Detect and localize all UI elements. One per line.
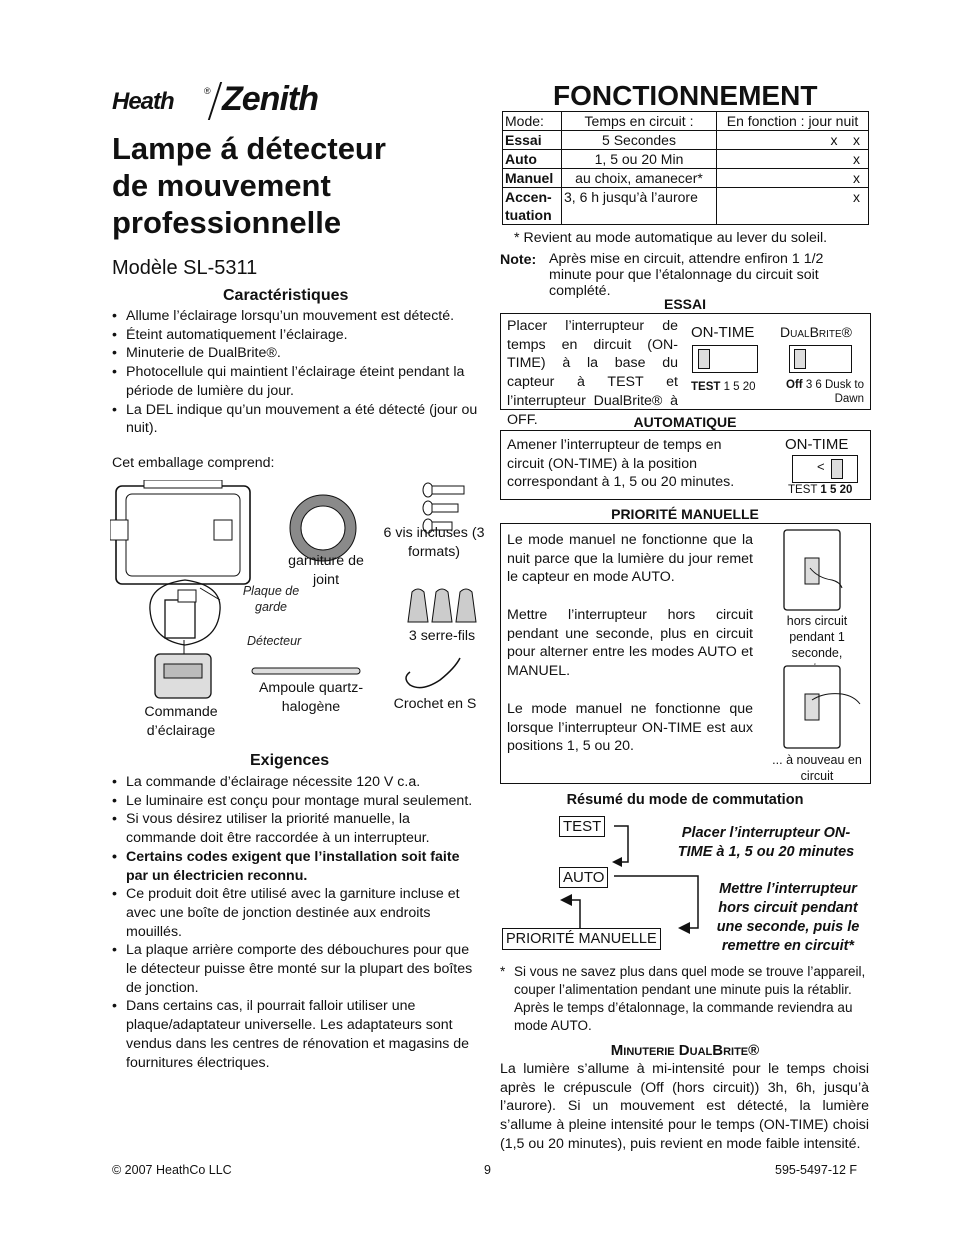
features-list	[112, 307, 484, 438]
table-cell: Auto	[503, 150, 562, 169]
label-gasket: garniture de joint	[288, 553, 364, 588]
table-header-row	[503, 112, 869, 131]
label-guard-plate: Plaque de garde	[242, 584, 300, 614]
manual-p2: Mettre l’interrupteur hors circuit pendant une seconde, plus en circuit pour alterner entre les modes AUTO et MANUEL.	[507, 607, 753, 680]
table-header: Mode:	[503, 112, 562, 131]
wire-nuts-drawing	[408, 589, 476, 622]
note-label: Note:	[500, 252, 537, 268]
features-heading: Caractéristiques	[223, 287, 349, 304]
essai-ontime-switch	[692, 345, 758, 373]
feature-item: • Éteint automatiquement l’éclairage.	[112, 326, 484, 345]
requirement-item: • La plaque arrière comporte des débouchures pour que le détecteur puisse être monté sur la plupart des boîtes de jonction.	[112, 941, 482, 997]
table-cell: Manuel	[503, 169, 562, 188]
table-cell: 5 Secondes	[562, 131, 717, 150]
manual-p1: Le mode manuel ne fonctionne que la nuit parce que la lumière du jour remet le capteur en mode AUTO.	[507, 532, 753, 586]
requirement-item: • Le luminaire est conçu pour montage mural seulement.	[112, 792, 482, 811]
summary-instruction-2: Mettre l’interrupteur hors circuit pendant une seconde, puis le remettre en circuit*	[716, 881, 860, 954]
scale-bold: TEST	[691, 381, 721, 393]
brand-logo	[112, 80, 354, 120]
title-line-3: professionnelle	[112, 205, 342, 240]
scale-rest: 1 5 20	[720, 381, 756, 393]
switch-knob	[794, 349, 806, 369]
requirement-item: • La commande d’éclairage nécessite 120 V c.a.	[112, 773, 482, 792]
table-row	[503, 131, 869, 150]
brand-heath: Heath	[112, 88, 174, 115]
table-footnote: * Revient au mode automatique au lever du soleil.	[514, 230, 828, 246]
note-text: Après mise en circuit, attendre enfiron 1 1/2 minute pour que l’étalonnage du circuit soit complété.	[549, 251, 824, 299]
auto-heading: AUTOMATIQUE	[633, 414, 737, 430]
scale-bold: Off	[786, 379, 803, 391]
manual-heading: PRIORITÉ MANUELLE	[611, 506, 759, 522]
requirement-item: • Ce produit doit être utilisé avec la garniture incluse et avec une boîte de jonction destinée aux endroits mouillés.	[112, 885, 482, 941]
title-line-2: de mouvement	[112, 168, 331, 203]
footnote-asterisk: *	[500, 964, 506, 979]
scale-rest: TEST	[788, 484, 821, 496]
essai-text: Placer l’interrupteur de temps en dircuit (ON-TIME) à la base du capteur à TEST et l’interrupteur DualBrite® à OFF.	[507, 318, 678, 428]
scale-rest: 3 6 Dusk to Dawn	[802, 379, 864, 405]
table-header: Temps en circuit :	[562, 112, 717, 131]
essai-ontime-scale	[691, 380, 756, 394]
s-hook-drawing	[406, 658, 460, 688]
product-title	[112, 130, 386, 241]
operation-heading: FONCTIONNEMENT	[553, 80, 818, 111]
label-bulb: Ampoule quartz-halogène	[258, 680, 364, 715]
auto-scale	[788, 483, 852, 497]
essai-ontime-label: ON-TIME	[691, 324, 755, 341]
title-line-1: Lampe á détecteur	[112, 131, 386, 166]
footer-copyright: © 2007 HeathCo LLC	[112, 1163, 232, 1177]
table-cell: x	[717, 188, 869, 225]
switch-knob	[698, 349, 710, 369]
model-number: Modèle SL-5311	[112, 257, 258, 279]
caption-text: hors circuit pendant 1 seconde,	[786, 614, 848, 660]
footer-doc-code: 595-5497-12 F	[775, 1163, 858, 1177]
label-detector: Détecteur	[247, 634, 302, 648]
table-header: En fonction : jour nuit	[717, 112, 869, 131]
auto-ontime-label: ON-TIME	[785, 436, 849, 453]
essai-dualbrite-label: DualBrite®	[780, 324, 852, 340]
dualbrite-heading: Minuterie DualBrite®	[610, 1042, 760, 1059]
mode-test-box: TEST	[559, 816, 605, 837]
brand-reg: ®	[204, 86, 211, 96]
table-cell: au choix, amanecer*	[562, 169, 717, 188]
requirements-list	[112, 773, 482, 1072]
auto-ontime-switch	[792, 455, 858, 483]
label-hook: Crochet en S	[393, 696, 477, 712]
brand-zenith: Zenith	[222, 80, 318, 118]
essai-dualbrite-scale	[774, 378, 864, 406]
label-wire-nuts: 3 serre-fils	[408, 628, 476, 644]
table-row	[503, 169, 869, 188]
switch-off-illustration	[782, 528, 844, 612]
mode-table	[502, 111, 869, 225]
table-cell: 3, 6 h jusqu’à l’aurore	[562, 188, 717, 225]
label-screws: 6 vis incluses (3 formats)	[383, 525, 485, 560]
scale-bold: 1 5 20	[820, 484, 853, 496]
essai-dualbrite-switch	[789, 345, 852, 373]
lamp-housing-drawing	[110, 480, 250, 584]
dualbrite-text: La lumière s’allume à mi-intensité pour le temps choisi après le crépuscule (Off (hors circuit)) 3h, 6h, jusqu’à l’aurore). Si un mouvement est détecté, la lumière s’allume à pleine intensité pour le temps (ON-TIME) choisi (1,5 ou 20 minutes), puis revient en mode faible intensité.	[500, 1061, 869, 1152]
feature-item: • Photocellule qui maintient l’éclairage éteint pendant la période de lumière du jour.	[112, 363, 484, 400]
requirement-item: • Si vous désirez utiliser la priorité manuelle, la commande doit être raccordée à un interrupteur.	[112, 810, 482, 847]
table-cell: x	[717, 150, 869, 169]
manual-p3: Le mode manuel ne fonctionne que lorsque l’interrupteur ON-TIME est aux positions 1, 5 ou 20.	[507, 701, 753, 755]
table-cell: 1, 5 ou 20 Min	[562, 150, 717, 169]
table-cell: x	[717, 169, 869, 188]
bulb-drawing	[252, 668, 360, 674]
requirement-item: • Certains codes exigent que l’installation soit faite par un électricien reconnu.	[112, 848, 482, 885]
essai-heading: ESSAI	[663, 296, 706, 312]
arrow-icon: <	[817, 459, 825, 474]
footer-page-number: 9	[484, 1163, 491, 1177]
feature-item: • Minuterie de DualBrite®.	[112, 344, 484, 363]
requirements-heading: Exigences	[250, 752, 330, 769]
feature-item: • La DEL indique qu’un mouvement a été détecté (jour ou nuit).	[112, 401, 484, 438]
table-cell: Essai	[503, 131, 562, 150]
manual-caption-2: ... à nouveau en circuit	[772, 753, 862, 783]
summary-instruction-1: Placer l’interrupteur ON-TIME à 1, 5 ou 20 minutes	[677, 825, 855, 860]
detector-drawing	[150, 580, 220, 698]
summary-footnote: Si vous ne savez plus dans quel mode se trouve l’appareil, couper l’alimentation pendant une minute puis la rétablir. Après le temps d’étalonnage, la commande reviendra au mode AUTO.	[514, 964, 866, 1033]
package-intro: Cet emballage comprend:	[112, 455, 275, 471]
switch-knob	[831, 459, 843, 479]
mode-manual-box: PRIORITÉ MANUELLE	[502, 928, 661, 950]
feature-item: • Allume l’éclairage lorsqu’un mouvement est détecté.	[112, 307, 484, 326]
summary-heading: Résumé du mode de commutation	[566, 792, 804, 808]
auto-text: Amener l’interrupteur de temps en circuit (ON-TIME) à la position correspondant à 1, 5 ou 20 minutes.	[507, 437, 735, 491]
table-row	[503, 150, 869, 169]
switch-on-illustration	[782, 664, 862, 750]
table-cell: Accen-tuation	[503, 188, 562, 225]
mode-auto-box: AUTO	[559, 867, 608, 888]
label-control: Commande d’éclairage	[144, 704, 218, 739]
requirement-item: • Dans certains cas, il pourrait falloir utiliser une plaque/adaptateur universelle. Les adaptateurs sont vendus dans les centres de rénovation et magasins de fournitures électriques.	[112, 997, 482, 1072]
table-cell: x x	[717, 131, 869, 150]
table-row	[503, 188, 869, 225]
